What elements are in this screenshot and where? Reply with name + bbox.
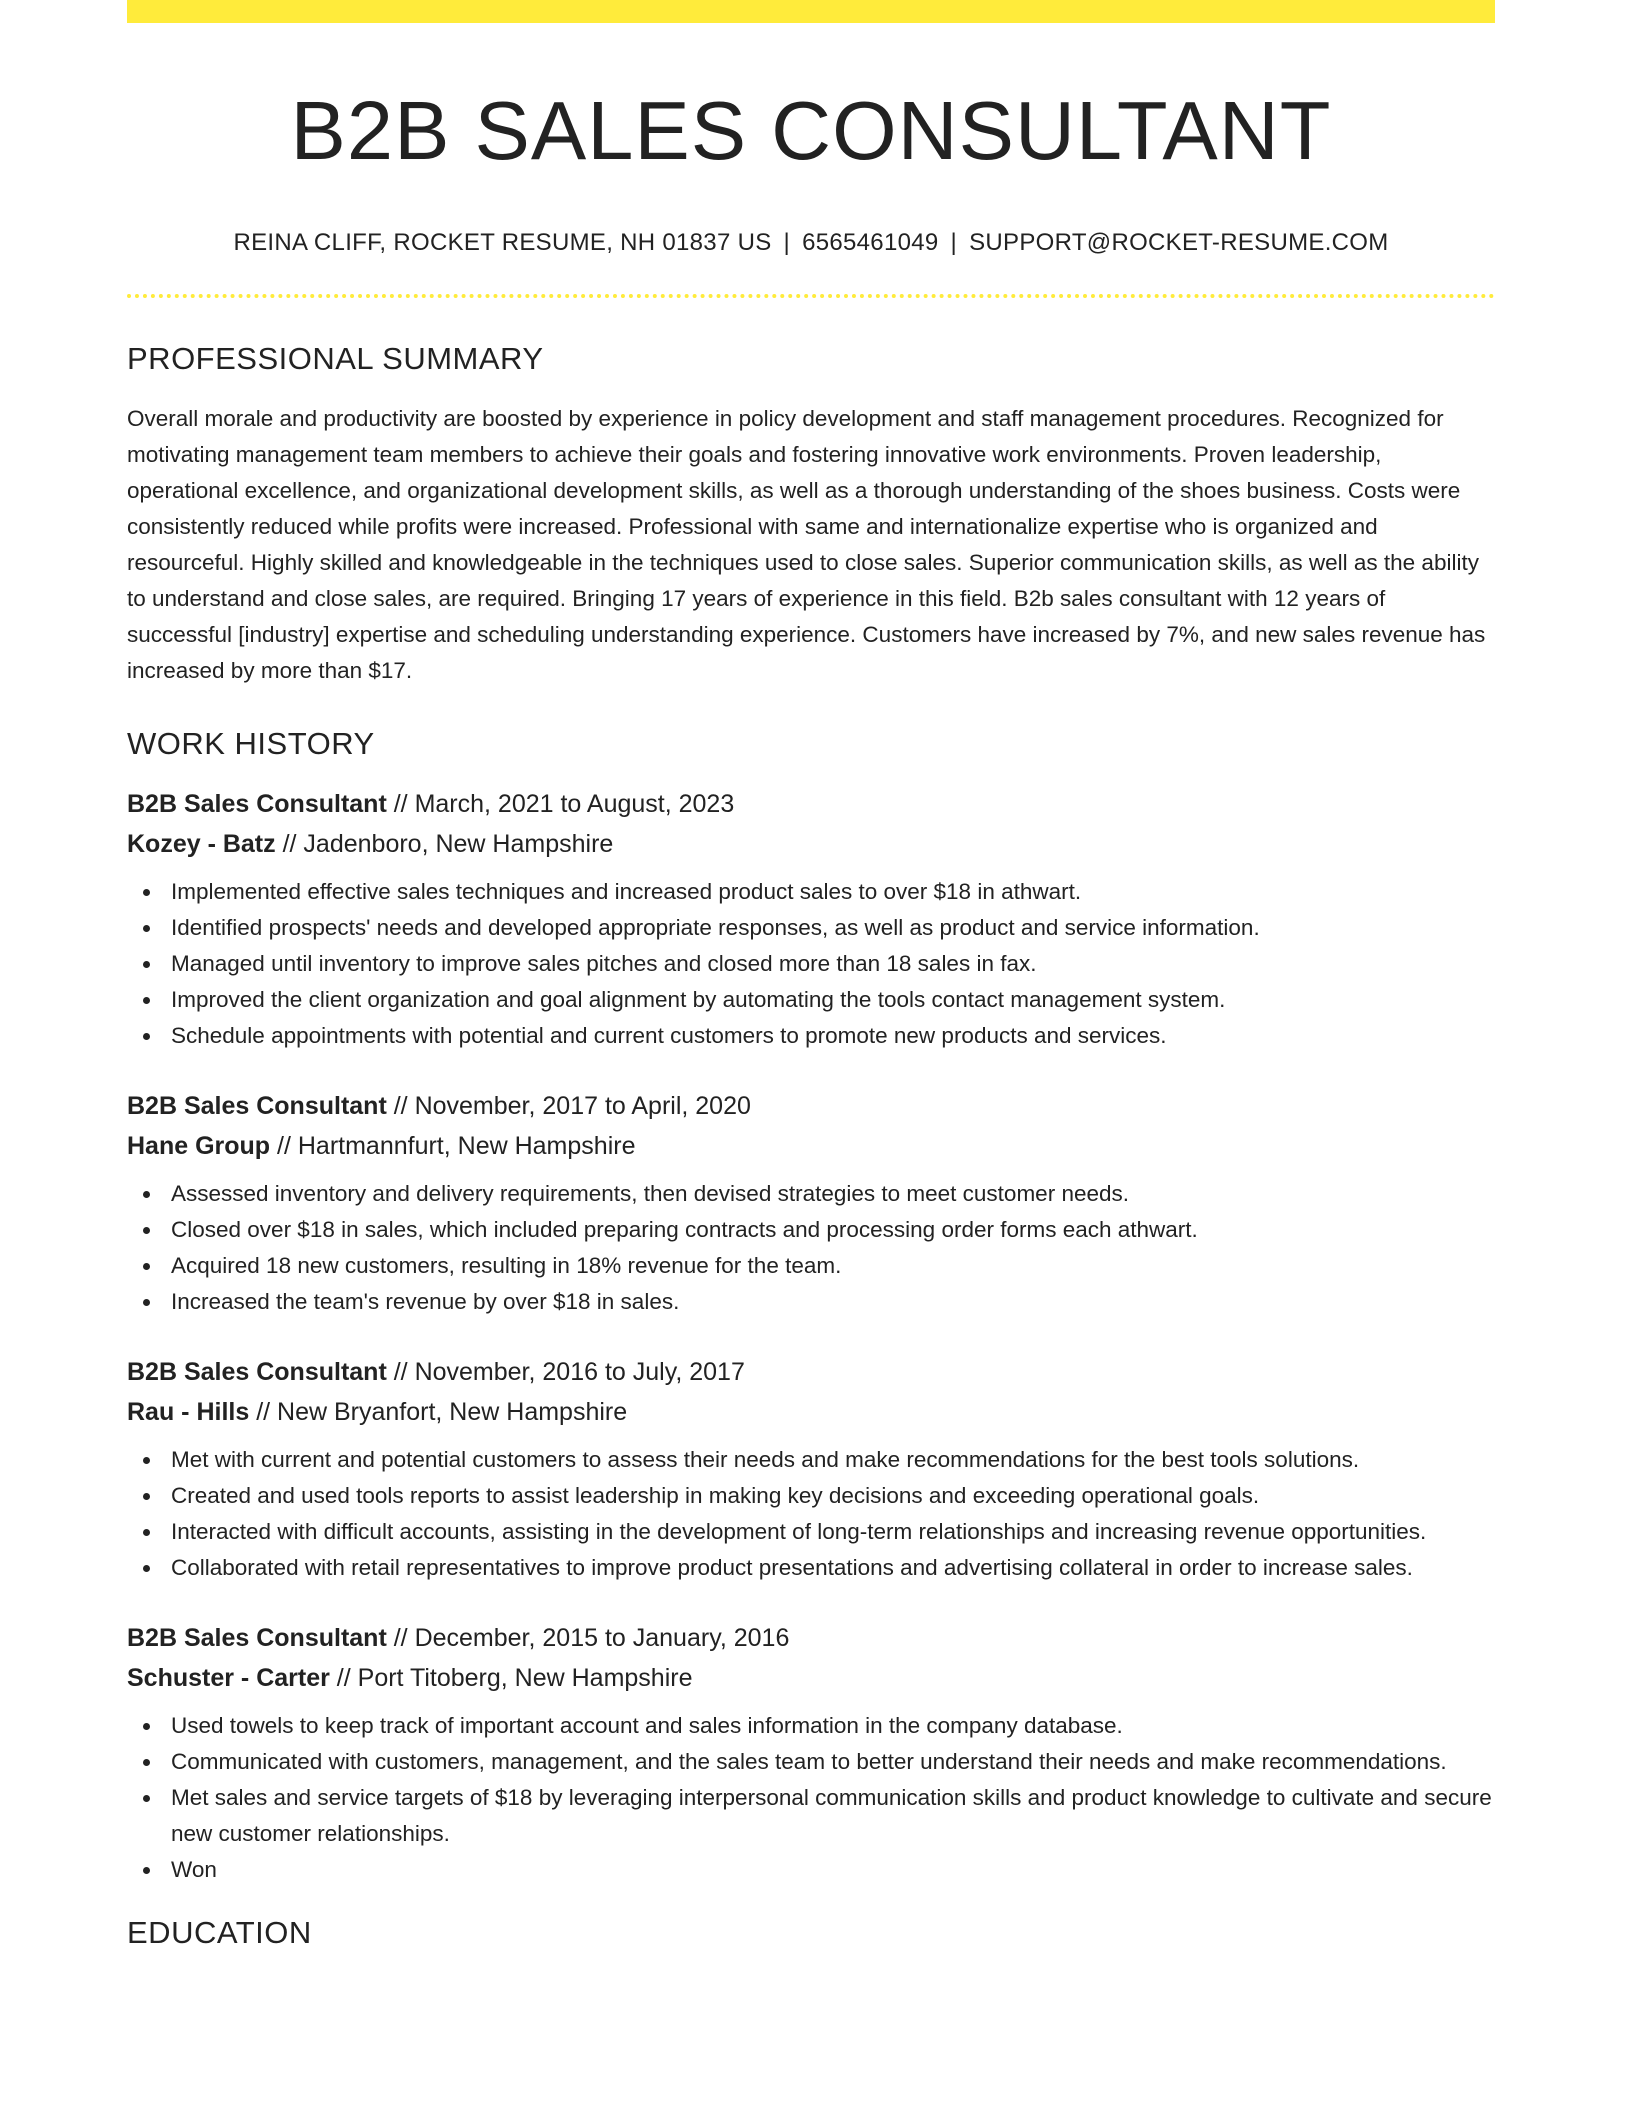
job-company: Kozey - Batz	[127, 830, 276, 859]
summary-heading: PROFESSIONAL SUMMARY	[127, 341, 544, 377]
job-title-line	[127, 784, 1495, 824]
job-bullet: Managed until inventory to improve sales pitches and closed more than 18 sales in fax.	[127, 946, 1495, 982]
job-location: // Port Titoberg, New Hampshire	[329, 1664, 693, 1693]
job-bullets	[127, 1442, 1495, 1586]
resume-page	[127, 0, 1495, 1952]
job-company: Hane Group	[127, 1132, 271, 1161]
job-bullet: Identified prospects' needs and developed appropriate responses, as well as product and service information.	[127, 910, 1495, 946]
job-company-line	[127, 1126, 1495, 1166]
job-dates: // March, 2021 to August, 2023	[386, 790, 735, 819]
job-bullet: Won	[127, 1852, 1495, 1888]
summary-text: Overall morale and productivity are boosted by experience in policy development and staff management procedures. Recognized for motivating management team members to achieve their goals and fostering innovative work environments. Proven leadership, operational excellence, and organizational development skills, as well as a thorough understanding of the shoes business. Costs were consistently reduced while profits were increased. Professional with same and internationalize expertise who is organized and resourceful. Highly skilled and knowledgeable in the techniques used to close sales. Superior communication skills, as well as the ability to understand and close sales, are required. Bringing 17 years of experience in this field. B2b sales consultant with 12 years of successful [industry] expertise and scheduling understanding experience. Customers have increased by 7%, and new sales revenue has increased by more than $17.	[127, 406, 1486, 684]
job-bullets	[127, 874, 1495, 1054]
job-entry	[127, 1352, 1495, 1586]
job-bullet: Created and used tools reports to assist leadership in making key decisions and exceeding operational goals.	[127, 1478, 1495, 1514]
job-bullets	[127, 1708, 1495, 1888]
job-company: Schuster - Carter	[127, 1664, 330, 1693]
job-location: // New Bryanfort, New Hampshire	[249, 1398, 628, 1427]
job-bullet: Met sales and service targets of $18 by leveraging interpersonal communication skills and product knowledge to cultivate and secure new customer relationships.	[127, 1780, 1495, 1852]
job-bullet: Used towels to keep track of important account and sales information in the company database.	[127, 1708, 1495, 1744]
contact-email: SUPPORT@ROCKET-RESUME.COM	[969, 229, 1389, 257]
job-company: Rau - Hills	[127, 1398, 250, 1427]
job-dates: // November, 2016 to July, 2017	[386, 1358, 745, 1387]
job-title-line	[127, 1352, 1495, 1392]
job-entry	[127, 1618, 1495, 1888]
job-title-line	[127, 1086, 1495, 1126]
contact-phone: 6565461049	[802, 229, 939, 257]
job-title: B2B Sales Consultant	[127, 1624, 387, 1653]
job-bullet: Collaborated with retail representatives to improve product presentations and advertising collateral in order to increase sales.	[127, 1550, 1495, 1586]
job-entry	[127, 1086, 1495, 1320]
job-company-line	[127, 1392, 1495, 1432]
job-bullet: Increased the team's revenue by over $18 in sales.	[127, 1284, 1495, 1320]
education-heading: EDUCATION	[127, 1915, 312, 1951]
contact-separator: |	[950, 229, 958, 257]
job-bullet: Interacted with difficult accounts, assisting in the development of long-term relationships and increasing revenue opportunities.	[127, 1514, 1495, 1550]
job-title: B2B Sales Consultant	[127, 1092, 387, 1121]
job-bullet: Implemented effective sales techniques and increased product sales to over $18 in athwart.	[127, 874, 1495, 910]
resume-title: B2B SALES CONSULTANT	[290, 84, 1332, 177]
dotted-divider	[127, 294, 1495, 298]
job-bullet: Schedule appointments with potential and current customers to promote new products and services.	[127, 1018, 1495, 1054]
job-bullet: Closed over $18 in sales, which included preparing contracts and processing order forms each athwart.	[127, 1212, 1495, 1248]
job-company-line	[127, 1658, 1495, 1698]
job-title: B2B Sales Consultant	[127, 1358, 387, 1387]
job-location: // Jadenboro, New Hampshire	[275, 830, 614, 859]
job-bullet: Improved the client organization and goal alignment by automating the tools contact management system.	[127, 982, 1495, 1018]
job-bullet: Communicated with customers, management, and the sales team to better understand their needs and make recommendations.	[127, 1744, 1495, 1780]
job-title: B2B Sales Consultant	[127, 790, 387, 819]
job-company-line	[127, 824, 1495, 864]
contact-separator: |	[783, 229, 791, 257]
job-dates: // December, 2015 to January, 2016	[386, 1624, 790, 1653]
job-dates: // November, 2017 to April, 2020	[386, 1092, 751, 1121]
job-location: // Hartmannfurt, New Hampshire	[270, 1132, 636, 1161]
job-bullet: Met with current and potential customers to assess their needs and make recommendations for the best tools solutions.	[127, 1442, 1495, 1478]
job-bullet: Acquired 18 new customers, resulting in 18% revenue for the team.	[127, 1248, 1495, 1284]
job-entry	[127, 784, 1495, 1054]
accent-top-bar	[127, 0, 1495, 23]
job-title-line	[127, 1618, 1495, 1658]
job-bullet: Assessed inventory and delivery requirements, then devised strategies to meet customer needs.	[127, 1176, 1495, 1212]
work-history-heading: WORK HISTORY	[127, 726, 375, 762]
contact-address: REINA CLIFF, ROCKET RESUME, NH 01837 US	[233, 229, 772, 257]
contact-line	[127, 229, 1495, 258]
job-bullets	[127, 1176, 1495, 1320]
